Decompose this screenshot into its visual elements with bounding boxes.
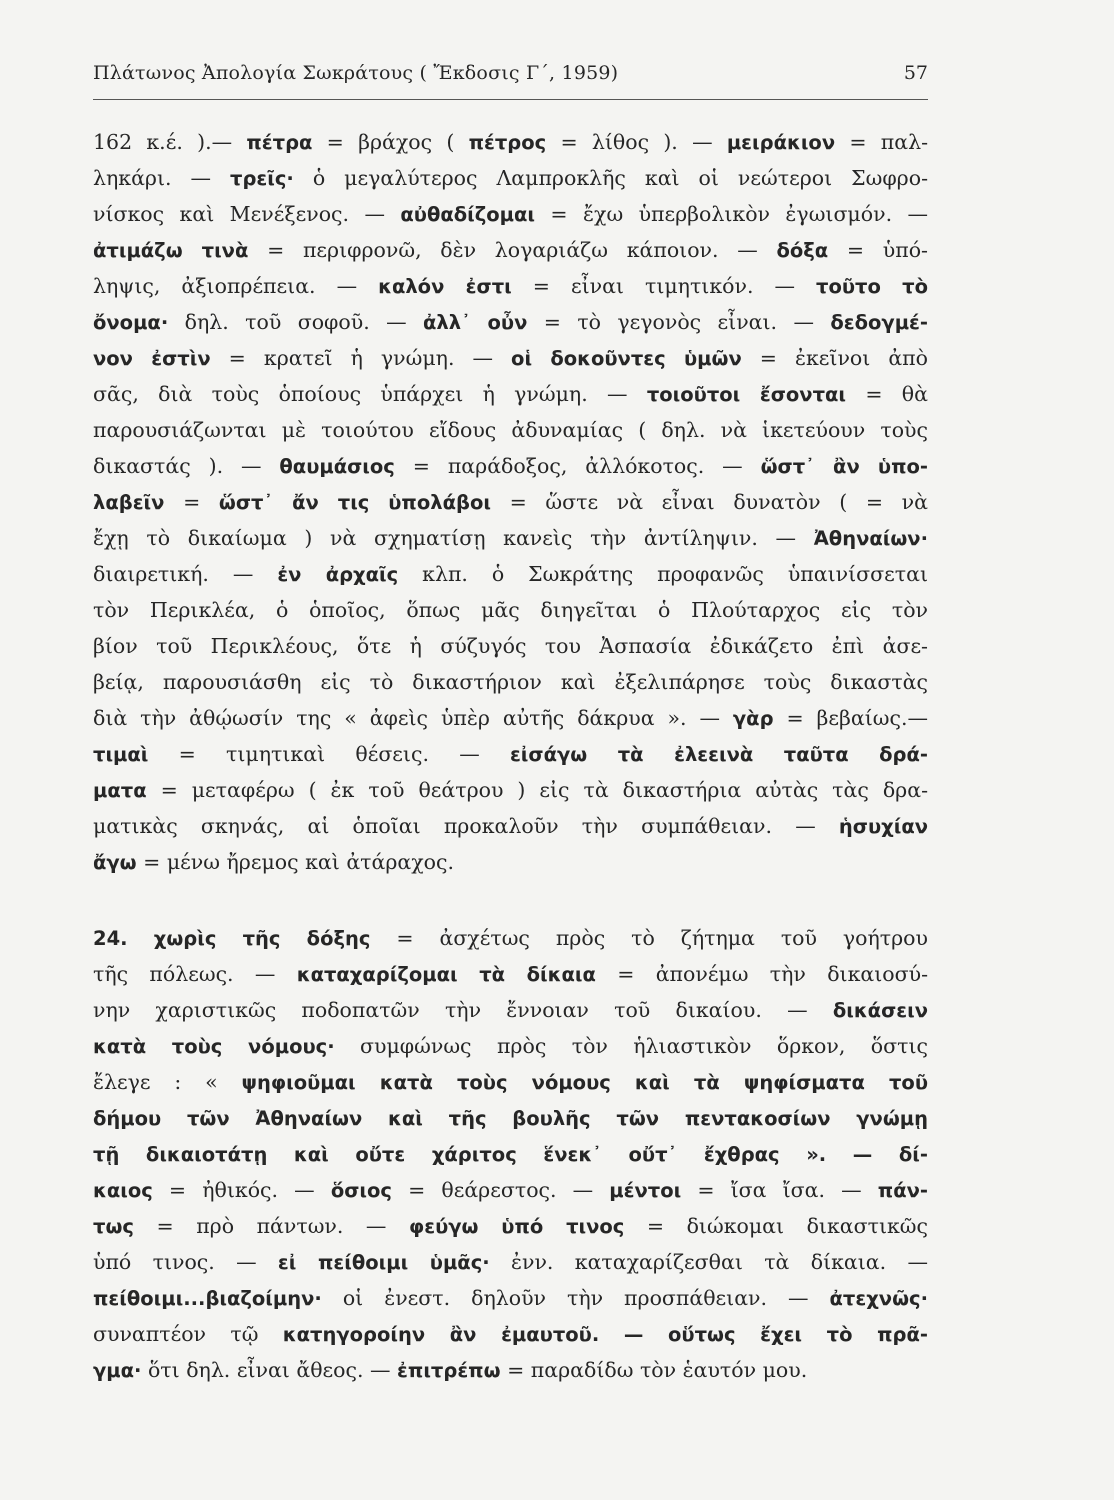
lemma-term: αὐθαδίζομαι bbox=[400, 203, 536, 226]
gloss-text: = ἔχω ὑπερβολικὸν ἐγωισμόν. — bbox=[535, 202, 928, 226]
text-line bbox=[93, 1316, 928, 1352]
text-line bbox=[93, 304, 928, 340]
lemma-term: πάν- bbox=[877, 1179, 928, 1202]
lemma-term: κατὰ τοὺς νόμους· bbox=[93, 1035, 335, 1058]
paragraph-gap bbox=[93, 880, 928, 920]
gloss-text: συναπτέον τῷ bbox=[93, 1322, 283, 1346]
lemma-term: εἰ πείθοιμι ὑμᾶς· bbox=[277, 1251, 490, 1274]
gloss-text: = μένω ἤρεμος καὶ ἀτάραχος. bbox=[136, 850, 455, 874]
lemma-term: λαβεῖν bbox=[93, 491, 165, 514]
gloss-text: = παραδίδω τὸν ἑαυτόν μου. bbox=[500, 1358, 808, 1382]
gloss-text: 162 κ.έ. ).— bbox=[93, 130, 247, 154]
page-number: 57 bbox=[903, 62, 928, 84]
lemma-term: τοιοῦτοι ἔσονται bbox=[646, 383, 847, 406]
body-text bbox=[93, 124, 928, 1388]
gloss-text: = λίθος ). — bbox=[546, 130, 727, 154]
lemma-term: κατηγοροίην ἂν ἐμαυτοῦ. — οὕτως ἔχει τὸ πρᾶ- bbox=[282, 1323, 928, 1346]
text-line bbox=[93, 1244, 928, 1280]
gloss-text: δικαστάς ). — bbox=[93, 454, 280, 478]
gloss-text: = bbox=[164, 490, 219, 514]
lemma-term: γμα· bbox=[93, 1359, 142, 1382]
gloss-text: = ὥστε νὰ εἶναι δυνατὸν ( = νὰ bbox=[490, 490, 928, 514]
gloss-text: = ἐκεῖνοι ἀπὸ bbox=[741, 346, 928, 370]
text-line bbox=[93, 1172, 928, 1208]
lemma-term: 24. χωρὶς τῆς δόξης bbox=[93, 927, 371, 950]
lemma-term: τοῦτο τὸ bbox=[816, 275, 928, 298]
gloss-text: βίον τοῦ Περικλέους, ὅτε ἡ σύζυγός του Ἀσπασία ἐδικάζετο ἐπὶ ἀσε- bbox=[93, 634, 928, 658]
lemma-term: ἀτεχνῶς· bbox=[829, 1287, 928, 1310]
gloss-text: = ἠθικός. — bbox=[152, 1178, 331, 1202]
gloss-text: = ἴσα ἴσα. — bbox=[681, 1178, 878, 1202]
lemma-term: δικάσειν bbox=[832, 999, 928, 1022]
lemma-term: ὥστ᾽ ἄν τις ὑπολάβοι bbox=[218, 491, 491, 514]
lemma-term: δεδογμέ- bbox=[830, 311, 928, 334]
commentary-paragraph-1 bbox=[93, 124, 928, 880]
text-line bbox=[93, 484, 928, 520]
gloss-text: = μεταφέρω ( ἐκ τοῦ θεάτρου ) εἰς τὰ δικαστήρια αὐτὰς τὰς δρα- bbox=[146, 778, 928, 802]
gloss-text: = ἀπονέμω τὴν δικαιοσύ- bbox=[595, 962, 928, 986]
commentary-paragraph-24 bbox=[93, 920, 928, 1388]
lemma-term: πέτρα bbox=[246, 131, 313, 154]
gloss-text: = θεάρεστος. — bbox=[391, 1178, 610, 1202]
text-line bbox=[93, 772, 928, 808]
lemma-term: δήμου τῶν Ἀθηναίων καὶ τῆς βουλῆς τῶν πεντακοσίων γνώμῃ bbox=[93, 1107, 928, 1130]
lemma-term: ὄνομα· bbox=[93, 311, 169, 334]
gloss-text: οἱ ἐνεστ. δηλοῦν τὴν προσπάθειαν. — bbox=[321, 1286, 830, 1310]
text-line bbox=[93, 340, 928, 376]
gloss-text: = διώκομαι δικαστικῶς bbox=[624, 1214, 928, 1238]
lemma-term: ψηφιοῦμαι κατὰ τοὺς νόμους καὶ τὰ ψηφίσματα τοῦ bbox=[241, 1071, 928, 1094]
text-line bbox=[93, 628, 928, 664]
lemma-term: δόξα bbox=[776, 239, 829, 262]
gloss-text: διαιρετική. — bbox=[93, 562, 278, 586]
lemma-term: τρεῖς· bbox=[230, 167, 294, 190]
lemma-term: οἱ δοκοῦντες ὑμῶν bbox=[511, 347, 742, 370]
gloss-text: διὰ τὴν ἀθῴωσίν της « ἀφεὶς ὑπὲρ αὐτῆς δάκρυα ». — bbox=[93, 706, 733, 730]
lemma-term: μειράκιον bbox=[726, 131, 836, 154]
gloss-text: ληψις, ἀξιοπρέπεια. — bbox=[93, 274, 379, 298]
gloss-text: = τιμητικαὶ θέσεις. — bbox=[148, 742, 510, 766]
lemma-term: ἐπιτρέπω bbox=[397, 1359, 501, 1382]
lemma-term: τιμαὶ bbox=[93, 743, 149, 766]
text-line bbox=[93, 124, 928, 160]
lemma-term: νον ἐστὶν bbox=[93, 347, 211, 370]
gloss-text: = παλ- bbox=[835, 130, 928, 154]
lemma-term: πέτρος bbox=[468, 131, 547, 154]
lemma-term: θαυμάσιος bbox=[279, 455, 395, 478]
text-line bbox=[93, 1208, 928, 1244]
text-line bbox=[93, 1100, 928, 1136]
lemma-term: ἡσυχίαν bbox=[838, 815, 928, 838]
gloss-text: ὁ μεγαλύτερος Λαμπροκλῆς καὶ οἱ νεώτεροι Σωφρο- bbox=[293, 166, 928, 190]
gloss-text: παρουσιάζωνται μὲ τοιούτου εἴδους ἀδυναμίας ( δηλ. νὰ ἱκετεύουν τοὺς bbox=[93, 418, 928, 442]
text-line bbox=[93, 412, 928, 448]
page-header bbox=[93, 62, 928, 102]
text-line bbox=[93, 844, 928, 880]
text-line bbox=[93, 520, 928, 556]
gloss-text: = πρὸ πάντων. — bbox=[133, 1214, 409, 1238]
lemma-term: καιος bbox=[93, 1179, 153, 1202]
text-line bbox=[93, 920, 928, 956]
gloss-text: = βεβαίως.— bbox=[773, 706, 928, 730]
text-line bbox=[93, 664, 928, 700]
gloss-text: = παράδοξος, ἀλλόκοτος. — bbox=[394, 454, 761, 478]
gloss-text: = κρατεῖ ἡ γνώμη. — bbox=[210, 346, 512, 370]
lemma-term: γὰρ bbox=[732, 707, 774, 730]
text-line bbox=[93, 1028, 928, 1064]
gloss-text: ἔλεγε : « bbox=[93, 1070, 242, 1094]
text-line bbox=[93, 376, 928, 412]
text-line bbox=[93, 232, 928, 268]
gloss-text: ματικὰς σκηνάς, αἱ ὁποῖαι προκαλοῦν τὴν συμπάθειαν. — bbox=[93, 814, 839, 838]
text-line bbox=[93, 592, 928, 628]
gloss-text: = ἀσχέτως πρὸς τὸ ζήτημα τοῦ γοήτρου bbox=[370, 926, 928, 950]
gloss-text: ἐνν. καταχαρίζεσθαι τὰ δίκαια. — bbox=[489, 1250, 928, 1274]
running-title: Πλάτωνος Ἀπολογία Σωκράτους ( Ἔκδοσις Γ΄, 1959) bbox=[93, 62, 619, 84]
gloss-text: = τὸ γεγονὸς εἶναι. — bbox=[527, 310, 831, 334]
text-line bbox=[93, 1136, 928, 1172]
gloss-text: ὅτι δηλ. εἶναι ἄθεος. — bbox=[141, 1358, 398, 1382]
text-line bbox=[93, 196, 928, 232]
text-line bbox=[93, 956, 928, 992]
lemma-term: ματα bbox=[93, 779, 147, 802]
text-line bbox=[93, 448, 928, 484]
lemma-term: ἀτιμάζω τινὰ bbox=[93, 239, 249, 262]
lemma-term: καταχαρίζομαι τὰ δίκαια bbox=[296, 963, 596, 986]
gloss-text: = ὑπό- bbox=[828, 238, 928, 262]
text-line bbox=[93, 808, 928, 844]
gloss-text: τῆς πόλεως. — bbox=[93, 962, 297, 986]
gloss-text: = θὰ bbox=[846, 382, 928, 406]
gloss-text: ἔχῃ τὸ δικαίωμα ) νὰ σχηματίσῃ κανεὶς τὴν ἀντίληψιν. — bbox=[93, 526, 814, 550]
lemma-term: ὅσιος bbox=[330, 1179, 392, 1202]
lemma-term: ὥστ᾽ ἂν ὑπο- bbox=[760, 455, 928, 478]
lemma-term: φεύγω ὑπό τινος bbox=[408, 1215, 625, 1238]
gloss-text: ληκάρι. — bbox=[93, 166, 231, 190]
text-line bbox=[93, 1352, 928, 1388]
gloss-text: = περιφρονῶ, δὲν λογαριάζω κάποιον. — bbox=[248, 238, 777, 262]
text-line bbox=[93, 1064, 928, 1100]
gloss-text: δηλ. τοῦ σοφοῦ. — bbox=[168, 310, 424, 334]
text-line bbox=[93, 268, 928, 304]
text-line bbox=[93, 160, 928, 196]
gloss-text: συμφώνως πρὸς τὸν ἡλιαστικὸν ὅρκον, ὅστις bbox=[334, 1034, 928, 1058]
lemma-term: ἐν ἀρχαῖς bbox=[277, 563, 399, 586]
header-rule bbox=[93, 99, 928, 100]
gloss-text: σᾶς, διὰ τοὺς ὁποίους ὑπάρχει ἡ γνώμη. — bbox=[93, 382, 647, 406]
gloss-text: νίσκος καὶ Μενέξενος. — bbox=[93, 202, 401, 226]
text-line bbox=[93, 556, 928, 592]
gloss-text: ὑπό τινος. — bbox=[93, 1250, 278, 1274]
lemma-term: ἀλλ᾽ οὖν bbox=[423, 311, 528, 334]
text-line bbox=[93, 736, 928, 772]
lemma-term: ἄγω bbox=[93, 851, 137, 874]
gloss-text: νην χαριστικῶς ποδοπατῶν τὴν ἔννοιαν τοῦ δικαίου. — bbox=[93, 998, 833, 1022]
lemma-term: καλόν ἐστι bbox=[378, 275, 512, 298]
text-line bbox=[93, 1280, 928, 1316]
lemma-term: μέντοι bbox=[609, 1179, 682, 1202]
gloss-text: = βράχος ( bbox=[312, 130, 469, 154]
text-line bbox=[93, 700, 928, 736]
lemma-term: εἰσάγω τὰ ἐλεεινὰ ταῦτα δρά- bbox=[509, 743, 928, 766]
gloss-text: βείᾳ, παρουσιάσθη εἰς τὸ δικαστήριον καὶ ἐξελιπάρησε τοὺς δικαστὰς bbox=[93, 670, 928, 694]
text-line bbox=[93, 992, 928, 1028]
lemma-term: τῇ δικαιοτάτῃ καὶ οὔτε χάριτος ἕνεκ᾽ οὔτ᾽ ἔχθρας ». — δί- bbox=[93, 1143, 928, 1166]
lemma-term: τως bbox=[93, 1215, 134, 1238]
gloss-text: = εἶναι τιμητικόν. — bbox=[511, 274, 817, 298]
gloss-text: τὸν Περικλέα, ὁ ὁποῖος, ὅπως μᾶς διηγεῖται ὁ Πλούταρχος εἰς τὸν bbox=[93, 598, 928, 622]
lemma-term: πείθοιμι...βιαζοίμην· bbox=[93, 1287, 322, 1310]
gloss-text: κλπ. ὁ Σωκράτης προφανῶς ὑπαινίσσεται bbox=[398, 562, 928, 586]
lemma-term: Ἀθηναίων· bbox=[813, 527, 928, 550]
